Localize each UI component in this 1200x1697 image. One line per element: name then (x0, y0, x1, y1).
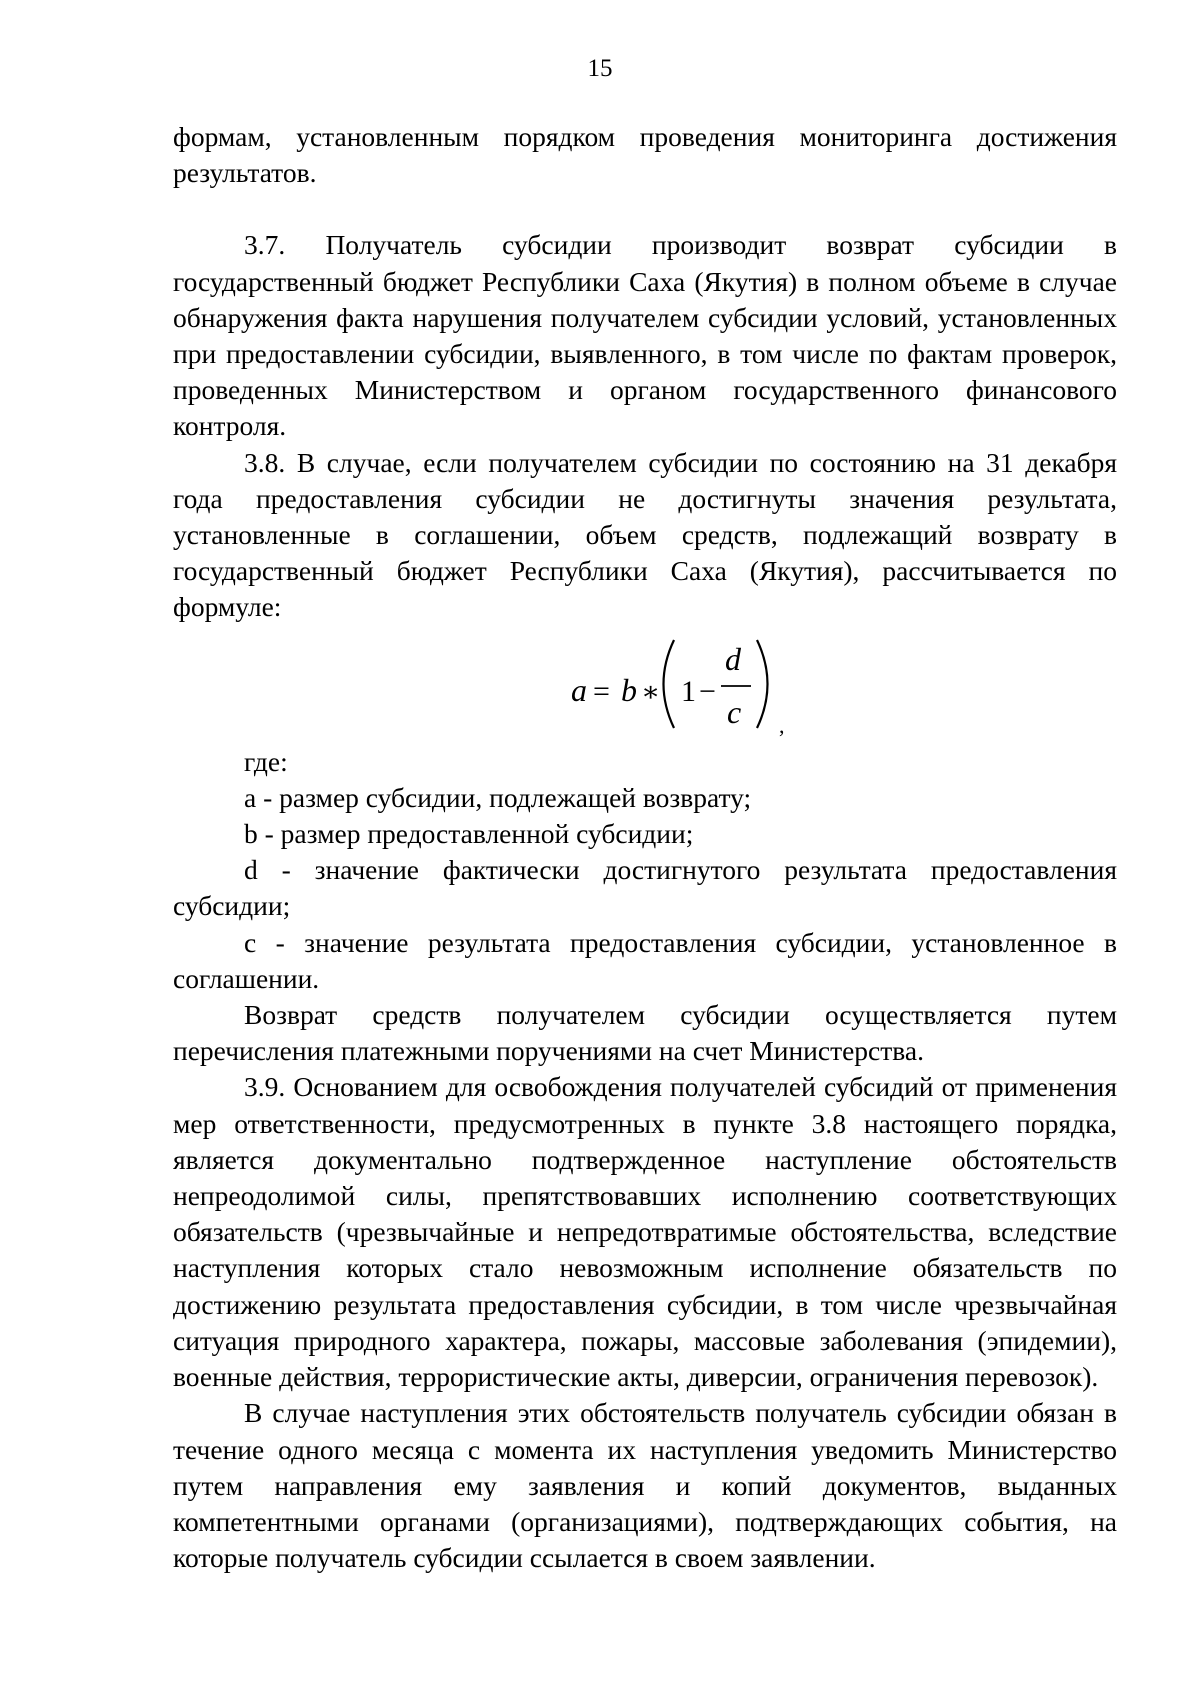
formula-one: 1 (681, 674, 696, 708)
formula-right-paren (757, 640, 768, 728)
document-body (173, 119, 1117, 1576)
formula-times: ∗ (641, 676, 661, 708)
formula-numerator: d (725, 640, 741, 677)
paragraph-3-7: 3.7. Получатель субсидии производит возврат субсидии в государственный бюджет Республики Саха (Якутия) в полном объеме в случае обнаружения факта нарушения получателем субсидии условий, установленных при предоставлении субсидии, выявленного, в том числе по фактам проверок, проведенных Министерством и органом государственного финансового контроля. (173, 229, 1117, 442)
paragraph-3-8: 3.8. В случае, если получателем субсидии по состоянию на 31 декабря года предоставления субсидии не достигнуты значения результата, установленные в соглашении, объем средств, подлежащий возврату в государственный бюджет Республики Саха (Якутия), рассчитывается по формуле: (173, 446, 1117, 623)
paragraph-refund: Возврат средств получателем субсидии осуществляется путем перечисления платежными поручениями на счет Министерства. (173, 999, 1117, 1067)
definition-b: b - размер предоставленной субсидии; (244, 818, 694, 850)
formula-graphic (571, 628, 801, 738)
formula-comma: , (779, 712, 785, 738)
formula (173, 628, 1117, 738)
formula-denominator: c (727, 693, 742, 730)
paragraph-continuation: формам, установленным порядком проведения мониторинга достижения результатов. (173, 121, 1117, 189)
page-number: 15 (587, 55, 613, 82)
formula-minus: − (699, 674, 716, 708)
paragraph-3-9: 3.9. Основанием для освобождения получателей субсидий от применения мер ответственности, предусмотренных в пункте 3.8 настоящего порядка, является документально подтвержденное наступление обстоятельств непреодолимой силы, препятствовавших исполнению соответствующих обязательств (чрезвычайные и непредотвратимые обстоятельства, вследствие наступления которых стало невозможным исполнение обязательств по достижению результата предоставления субсидии, в том числе чрезвычайная ситуация природного характера, пожары, массовые заболевания (эпидемии), военные действия, террористические акты, диверсии, ограничения перевозок). (173, 1071, 1117, 1393)
formula-left-paren (664, 640, 675, 728)
definition-a: a - размер субсидии, подлежащей возврату; (244, 781, 752, 813)
definition-c: c - значение результата предоставления субсидии, установленное в соглашении. (173, 926, 1117, 994)
paragraph-notice: В случае наступления этих обстоятельств получатель субсидии обязан в течение одного месяца с момента их наступления уведомить Министерство путем направления ему заявления и копий документов, выданных компетентными органами (организациями), подтверждающих события, на которые получатель субсидии ссылается в своем заявлении. (173, 1397, 1117, 1574)
where-label: где: (244, 745, 288, 777)
formula-b: b (621, 671, 637, 708)
formula-lhs: a (571, 671, 587, 708)
formula-equals: = (593, 674, 610, 708)
definition-d: d - значение фактически достигнутого результата предоставления субсидии; (173, 854, 1117, 922)
